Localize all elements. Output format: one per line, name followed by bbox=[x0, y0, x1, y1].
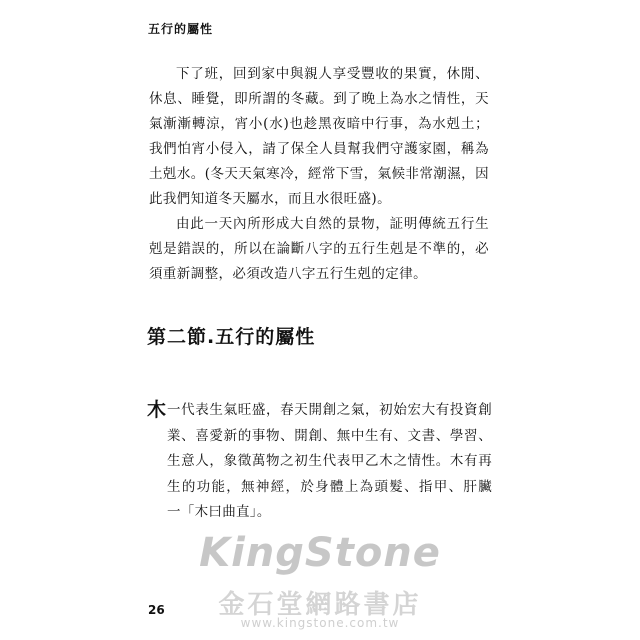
running-header: 五行的屬性 bbox=[148, 22, 214, 36]
paragraph-winter: 下了班，回到家中與親人享受豐收的果實，休閒、休息、睡覺，即所謂的冬藏。到了晚上為水之情性，天氣漸漸轉涼，宵小(水)也趁黑夜暗中行事，為水剋土；我們怕宵小侵入，請了保全人員幫我們守護家園，稱為土剋水。(冬天天氣寒冷，經常下雪，氣候非常潮濕，因此我們知道冬天屬水，而且水很旺盛)。 bbox=[149, 66, 489, 207]
page-number: 26 bbox=[148, 603, 165, 617]
watermark-store-name: 金石堂網路書店 bbox=[218, 590, 422, 620]
wood-glyph: 木 bbox=[147, 399, 167, 421]
watermark-url: www.kingstone.com.tw bbox=[240, 616, 400, 630]
wood-element-entry bbox=[147, 398, 506, 526]
body-text bbox=[149, 62, 489, 287]
paragraph-conclusion: 由此一天內所形成大自然的景物，証明傳統五行生剋是錯誤的，所以在論斷八字的五行生剋是不準的，必須重新調整，必須改造八字五行生剋的定律。 bbox=[149, 216, 489, 282]
watermark-logo: KingStone bbox=[199, 530, 441, 576]
wood-description: 一代表生氣旺盛，春天開創之氣，初始宏大有投資創業、喜愛新的事物、開創、無中生有、文書、學習、生意人，象徵萬物之初生代表甲乙木之情性。木有再生的功能，無神經，於身體上為頭髮、指甲、肝臟 一「木曰曲直」。 bbox=[167, 402, 506, 520]
section-title: 第二節.五行的屬性 bbox=[147, 326, 316, 348]
